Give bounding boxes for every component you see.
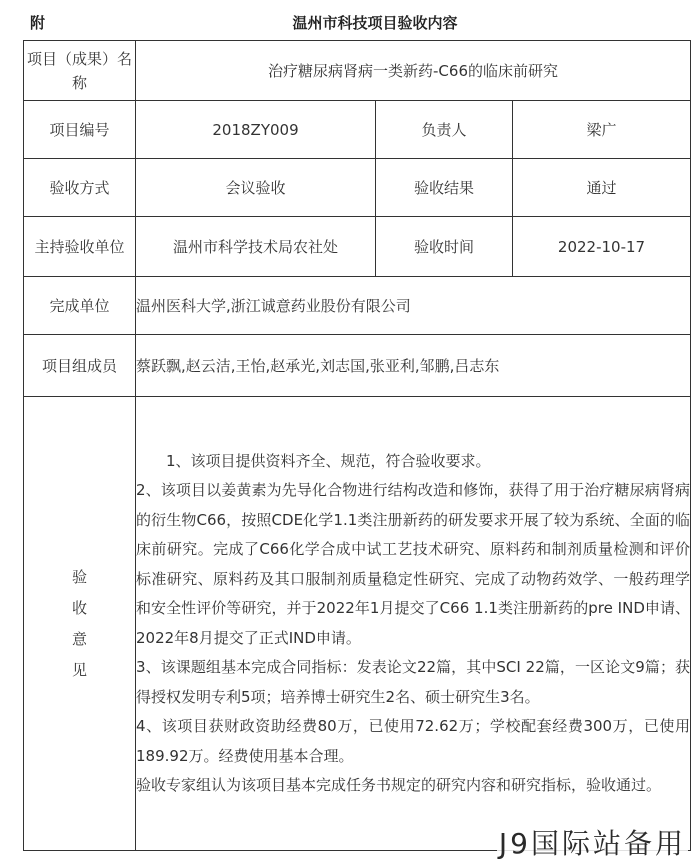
row-opinion bbox=[24, 397, 691, 851]
row-members bbox=[24, 335, 691, 397]
opinion-paragraph: 3、该课题组基本完成合同指标：发表论文22篇，其中SCI 22篇，一区论文9篇；获得授权发明专利5项；培养博士研究生2名、硕士研究生3名。 bbox=[136, 658, 691, 706]
document-title: 温州市科技项目验收内容 bbox=[292, 14, 458, 32]
row-project-name bbox=[24, 41, 691, 101]
row-host bbox=[24, 217, 691, 277]
row-unit bbox=[24, 277, 691, 335]
members-value: 蔡跃飘,赵云洁,王怡,赵承光,刘志国,张亚利,邹鹏,吕志东 bbox=[136, 335, 691, 397]
opinion-label bbox=[24, 397, 136, 851]
unit-label: 完成单位 bbox=[24, 277, 136, 335]
opinion-label-char: 见 bbox=[71, 660, 87, 679]
leader-label: 负责人 bbox=[376, 101, 513, 159]
project-no-value: 2018ZY009 bbox=[136, 101, 376, 159]
opinion-body bbox=[136, 397, 691, 851]
members-label: 项目组成员 bbox=[24, 335, 136, 397]
opinion-paragraph: 验收专家组认为该项目基本完成任务书规定的研究内容和研究指标，验收通过。 bbox=[136, 776, 662, 794]
method-value: 会议验收 bbox=[136, 159, 376, 217]
opinion-paragraph: 1、该项目提供资料齐全、规范，符合验收要求。 bbox=[166, 451, 491, 470]
result-label: 验收结果 bbox=[376, 159, 513, 217]
attachment-mark: 附 bbox=[30, 14, 46, 32]
date-label: 验收时间 bbox=[376, 217, 513, 277]
host-value: 温州市科学技术局农社处 bbox=[136, 217, 376, 277]
project-name-value: 治疗糖尿病肾病一类新药-C66的临床前研究 bbox=[136, 41, 691, 101]
date-value: 2022-10-17 bbox=[513, 217, 691, 277]
opinion-label-char: 验 bbox=[71, 567, 87, 586]
method-label: 验收方式 bbox=[24, 159, 136, 217]
leader-value: 梁广 bbox=[513, 101, 691, 159]
opinion-label-char: 意 bbox=[71, 629, 87, 648]
opinion-label-char: 收 bbox=[71, 598, 87, 617]
result-value: 通过 bbox=[513, 159, 691, 217]
project-no-label: 项目编号 bbox=[24, 101, 136, 159]
project-name-label: 项目（成果）名称 bbox=[24, 41, 136, 101]
opinion-paragraph: 2、该项目以姜黄素为先导化合物进行结构改造和修饰，获得了用于治疗糖尿病肾病的衍生物C66，按照CDE化学1.1类注册新药的研发要求开展了较为系统、全面的临床前研究。完成了C66化学合成中试工艺技术研究、原料药和制剂质量检测和评价标准研究、原料药及其口服制剂质量稳定性研究、完成了动物药效学、一般药理学和安全性评价等研究，并于2022年1月提交了C66 1.1类注册新药的pre IND申请、2022年8月提交了正式IND申请。 bbox=[136, 481, 691, 647]
opinion-paragraph: 4、该项目获财政资助经费80万，已使用72.62万；学校配套经费300万，已使用189.92万。经费使用基本合理。 bbox=[136, 717, 691, 765]
row-method bbox=[24, 159, 691, 217]
document-header bbox=[0, 0, 700, 40]
unit-value: 温州医科大学,浙江诚意药业股份有限公司 bbox=[136, 277, 691, 335]
watermark-text: J9国际站备用 bbox=[497, 822, 688, 862]
host-label: 主持验收单位 bbox=[24, 217, 136, 277]
row-project-no bbox=[24, 101, 691, 159]
acceptance-form-table bbox=[23, 40, 691, 851]
